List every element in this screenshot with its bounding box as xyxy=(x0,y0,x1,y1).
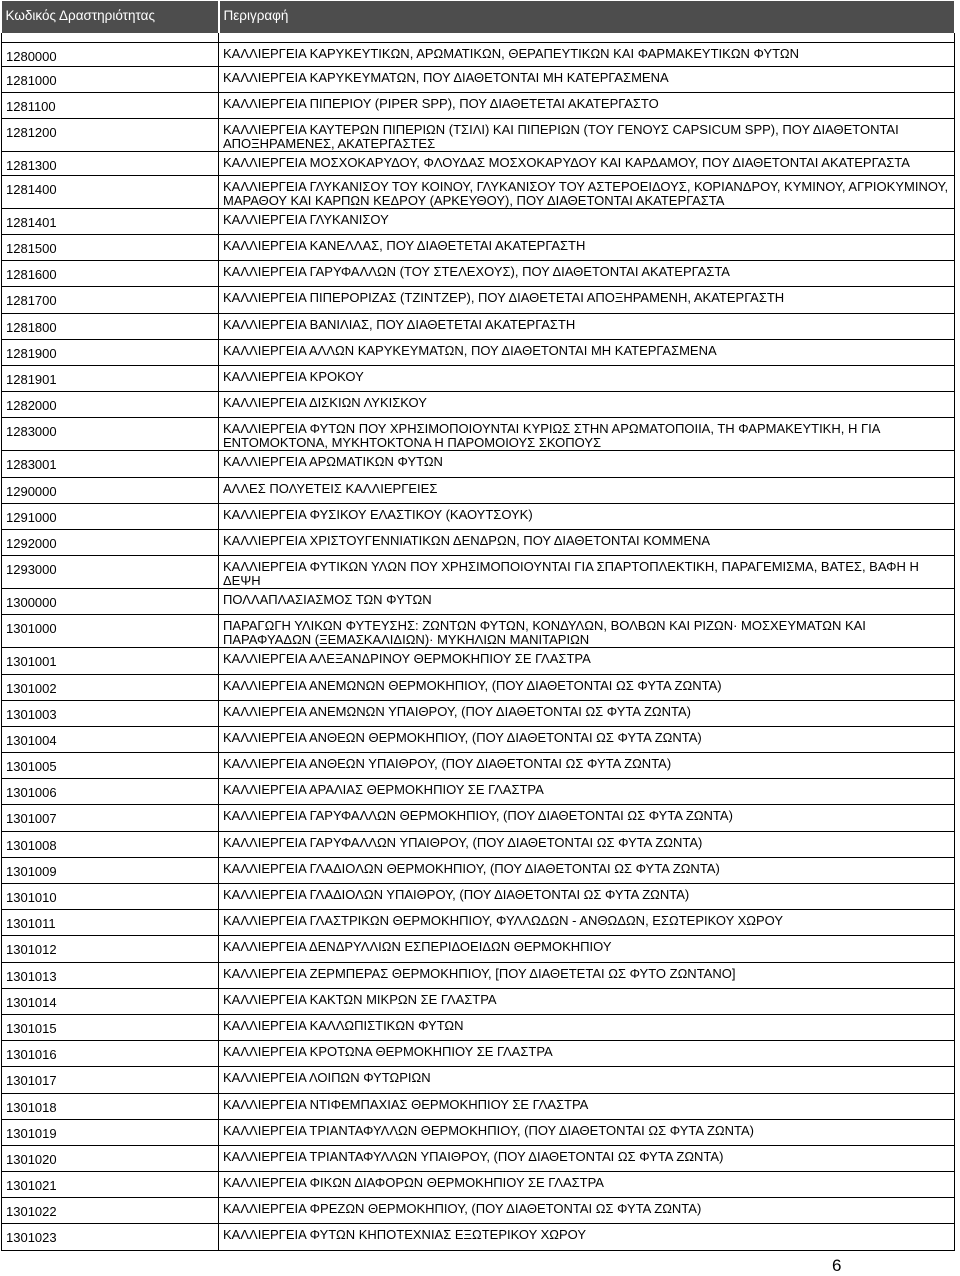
activity-description: ΚΑΛΛΙΕΡΓΕΙΑ ΜΟΣΧΟΚΑΡΥΔΟΥ, ΦΛΟΥΔΑΣ ΜΟΣΧΟΚΑΡΥΔΟΥ ΚΑΙ ΚΑΡΔΑΜΟΥ, ΠΟΥ ΔΙΑΘΕΤΟΝΤΑΙ ΑΚΑΤΕΡΓΑΣΤΑ xyxy=(219,151,955,175)
table-row xyxy=(2,1014,955,1040)
activity-description: ΚΑΛΛΙΕΡΓΕΙΑ ΤΡΙΑΝΤΑΦΥΛΛΩΝ ΥΠΑΙΘΡΟΥ, (ΠΟΥ ΔΙΑΘΕΤΟΝΤΑΙ ΩΣ ΦΥΤΑ ΖΩΝΤΑ) xyxy=(219,1145,955,1171)
activity-description: ΚΑΛΛΙΕΡΓΕΙΑ ΦΥΤΩΝ ΠΟΥ ΧΡΗΣΙΜΟΠΟΙΟΥΝΤΑΙ ΚΥΡΙΩΣ ΣΤΗΝ ΑΡΩΜΑΤΟΠΟΙΙΑ, ΤΗ ΦΑΡΜΑΚΕΥΤΙΚΗ, Η ΓΙΑ ΕΝΤΟΜΟΚΤΟΝΑ, ΜΥΚΗΤΟΚΤΟΝΑ Η ΠΑΡΟΜΟΙΟΥΣ ΣΚΟΠΟΥΣ xyxy=(219,418,955,451)
table-row xyxy=(2,1172,955,1198)
table-row xyxy=(2,477,955,503)
activity-code: 1301015 xyxy=(2,1014,219,1040)
table-row xyxy=(2,451,955,477)
activity-description: ΚΑΛΛΙΕΡΓΕΙΑ ΓΛΑΔΙΟΛΩΝ ΥΠΑΙΘΡΟΥ, (ΠΟΥ ΔΙΑΘΕΤΟΝΤΑΙ ΩΣ ΦΥΤΑ ΖΩΝΤΑ) xyxy=(219,884,955,910)
activity-code: 1301022 xyxy=(2,1198,219,1224)
table-row xyxy=(2,753,955,779)
activity-description: ΚΑΛΛΙΕΡΓΕΙΑ ΑΝΘΕΩΝ ΘΕΡΜΟΚΗΠΙΟΥ, (ΠΟΥ ΔΙΑΘΕΤΟΝΤΑΙ ΩΣ ΦΥΤΑ ΖΩΝΤΑ) xyxy=(219,726,955,752)
activity-code: 1301001 xyxy=(2,648,219,674)
activity-code: 1301017 xyxy=(2,1067,219,1093)
activity-description: ΚΑΛΛΙΕΡΓΕΙΑ ΠΙΠΕΡΙΟΥ (PIPER SPP), ΠΟΥ ΔΙΑΘΕΤΕΤΑΙ ΑΚΑΤΕΡΓΑΣΤΟ xyxy=(219,92,955,118)
table-row xyxy=(2,418,955,451)
activity-code: 1300000 xyxy=(2,589,219,615)
activity-description: ΚΑΛΛΙΕΡΓΕΙΑ ΑΝΕΜΩΝΩΝ ΘΕΡΜΟΚΗΠΙΟΥ, (ΠΟΥ ΔΙΑΘΕΤΟΝΤΑΙ ΩΣ ΦΥΤΑ ΖΩΝΤΑ) xyxy=(219,674,955,700)
table-row xyxy=(2,556,955,589)
table-row xyxy=(2,831,955,857)
header-description: Περιγραφή xyxy=(219,1,955,33)
activity-description: ΚΑΛΛΙΕΡΓΕΙΑ ΑΛΛΩΝ ΚΑΡΥΚΕΥΜΑΤΩΝ, ΠΟΥ ΔΙΑΘΕΤΟΝΤΑΙ ΜΗ ΚΑΤΕΡΓΑΣΜΕΝΑ xyxy=(219,339,955,365)
activity-description: ΚΑΛΛΙΕΡΓΕΙΑ ΖΕΡΜΠΕΡΑΣ ΘΕΡΜΟΚΗΠΙΟΥ, [ΠΟΥ ΔΙΑΘΕΤΕΤΑΙ ΩΣ ΦΥΤΟ ΖΩΝΤΑΝΟ] xyxy=(219,962,955,988)
activity-description: ΚΑΛΛΙΕΡΓΕΙΑ ΔΙΣΚΙΩΝ ΛΥΚΙΣΚΟΥ xyxy=(219,392,955,418)
activity-description: ΚΑΛΛΙΕΡΓΕΙΑ ΔΕΝΔΡΥΛΛΙΩΝ ΕΣΠΕΡΙΔΟΕΙΔΩΝ ΘΕΡΜΟΚΗΠΙΟΥ xyxy=(219,936,955,962)
activity-code: 1281800 xyxy=(2,313,219,339)
activity-description: ΚΑΛΛΙΕΡΓΕΙΑ ΦΥΣΙΚΟΥ ΕΛΑΣΤΙΚΟΥ (ΚΑΟΥΤΣΟΥΚ) xyxy=(219,503,955,529)
activity-description: ΚΑΛΛΙΕΡΓΕΙΑ ΓΛΥΚΑΝΙΣΟΥ xyxy=(219,208,955,234)
activity-code: 1301018 xyxy=(2,1093,219,1119)
activity-description: ΚΑΛΛΙΕΡΓΕΙΑ ΑΛΕΞΑΝΔΡΙΝΟΥ ΘΕΡΜΟΚΗΠΙΟΥ ΣΕ ΓΛΑΣΤΡΑ xyxy=(219,648,955,674)
activity-code: 1281401 xyxy=(2,208,219,234)
activity-code: 1291000 xyxy=(2,503,219,529)
activity-description: ΠΑΡΑΓΩΓΗ ΥΛΙΚΩΝ ΦΥΤΕΥΣΗΣ: ΖΩΝΤΩΝ ΦΥΤΩΝ, ΚΟΝΔΥΛΩΝ, ΒΟΛΒΩΝ ΚΑΙ ΡΙΖΩΝ· ΜΟΣΧΕΥΜΑΤΩΝ ΚΑΙ ΠΑΡΑΦΥΑΔΩΝ (ΞΕΜΑΣΚΑΛΙΔΙΩΝ)· ΜΥΚΗΛΙΩΝ ΜΑΝΙΤΑΡΙΩΝ xyxy=(219,615,955,648)
activity-code: 1292000 xyxy=(2,529,219,555)
activity-code: 1301004 xyxy=(2,726,219,752)
activity-code: 1301005 xyxy=(2,753,219,779)
table-row xyxy=(2,42,955,66)
activity-code: 1281400 xyxy=(2,175,219,208)
activity-code: 1301009 xyxy=(2,857,219,883)
table-row xyxy=(2,910,955,936)
activity-code: 1280000 xyxy=(2,42,219,66)
table-row xyxy=(2,1119,955,1145)
table-row xyxy=(2,779,955,805)
activity-code: 1301006 xyxy=(2,779,219,805)
activity-description: ΚΑΛΛΙΕΡΓΕΙΑ ΝΤΙΦΕΜΠΑΧΙΑΣ ΘΕΡΜΟΚΗΠΙΟΥ ΣΕ ΓΛΑΣΤΡΑ xyxy=(219,1093,955,1119)
activity-description: ΚΑΛΛΙΕΡΓΕΙΑ ΦΥΤΩΝ ΚΗΠΟΤΕΧΝΙΑΣ ΕΞΩΤΕΡΙΚΟΥ ΧΩΡΟΥ xyxy=(219,1224,955,1250)
activity-code: 1301013 xyxy=(2,962,219,988)
table-row xyxy=(2,700,955,726)
table-row xyxy=(2,503,955,529)
table-row xyxy=(2,805,955,831)
activity-description: ΚΑΛΛΙΕΡΓΕΙΑ ΑΝΕΜΩΝΩΝ ΥΠΑΙΘΡΟΥ, (ΠΟΥ ΔΙΑΘΕΤΟΝΤΑΙ ΩΣ ΦΥΤΑ ΖΩΝΤΑ) xyxy=(219,700,955,726)
activity-description: ΠΟΛΛΑΠΛΑΣΙΑΣΜΟΣ ΤΩΝ ΦΥΤΩΝ xyxy=(219,589,955,615)
table-row xyxy=(2,287,955,313)
table-row xyxy=(2,884,955,910)
activity-description: ΚΑΛΛΙΕΡΓΕΙΑ ΠΙΠΕΡΟΡΙΖΑΣ (ΤΖΙΝΤΖΕΡ), ΠΟΥ ΔΙΑΘΕΤΕΤΑΙ ΑΠΟΞΗΡΑΜΕΝΗ, ΑΚΑΤΕΡΓΑΣΤΗ xyxy=(219,287,955,313)
activity-description: ΚΑΛΛΙΕΡΓΕΙΑ ΚΑΚΤΩΝ ΜΙΚΡΩΝ ΣΕ ΓΛΑΣΤΡΑ xyxy=(219,988,955,1014)
activity-code: 1301016 xyxy=(2,1041,219,1067)
table-row xyxy=(2,151,955,175)
activity-code: 1301002 xyxy=(2,674,219,700)
table-row xyxy=(2,208,955,234)
table-body xyxy=(2,33,955,1250)
table-row xyxy=(2,313,955,339)
activity-code: 1301014 xyxy=(2,988,219,1014)
table-row xyxy=(2,1093,955,1119)
activity-description: ΚΑΛΛΙΕΡΓΕΙΑ ΚΑΝΕΛΛΑΣ, ΠΟΥ ΔΙΑΘΕΤΕΤΑΙ ΑΚΑΤΕΡΓΑΣΤΗ xyxy=(219,235,955,261)
activity-code: 1283001 xyxy=(2,451,219,477)
activity-code: 1281100 xyxy=(2,92,219,118)
activity-code: 1301021 xyxy=(2,1172,219,1198)
activity-code: 1301023 xyxy=(2,1224,219,1250)
activity-code: 1281900 xyxy=(2,339,219,365)
table-row xyxy=(2,1041,955,1067)
table-row xyxy=(2,1067,955,1093)
activity-description: ΚΑΛΛΙΕΡΓΕΙΑ ΚΑΡΥΚΕΥΜΑΤΩΝ, ΠΟΥ ΔΙΑΘΕΤΟΝΤΑΙ ΜΗ ΚΑΤΕΡΓΑΣΜΕΝΑ xyxy=(219,66,955,92)
activity-code: 1281000 xyxy=(2,66,219,92)
activity-code: 1301012 xyxy=(2,936,219,962)
table-row xyxy=(2,589,955,615)
activity-codes-table xyxy=(1,1,956,1251)
activity-description: ΚΑΛΛΙΕΡΓΕΙΑ ΚΑΛΛΩΠΙΣΤΙΚΩΝ ΦΥΤΩΝ xyxy=(219,1014,955,1040)
table-row xyxy=(2,1224,955,1250)
table-row xyxy=(2,988,955,1014)
table-row xyxy=(2,529,955,555)
activity-code: 1281300 xyxy=(2,151,219,175)
activity-description: ΚΑΛΛΙΕΡΓΕΙΑ ΓΑΡΥΦΑΛΛΩΝ ΘΕΡΜΟΚΗΠΙΟΥ, (ΠΟΥ ΔΙΑΘΕΤΟΝΤΑΙ ΩΣ ΦΥΤΑ ΖΩΝΤΑ) xyxy=(219,805,955,831)
activity-description: ΚΑΛΛΙΕΡΓΕΙΑ ΧΡΙΣΤΟΥΓΕΝΝΙΑΤΙΚΩΝ ΔΕΝΔΡΩΝ, ΠΟΥ ΔΙΑΘΕΤΟΝΤΑΙ ΚΟΜΜΕΝΑ xyxy=(219,529,955,555)
activity-code: 1301010 xyxy=(2,884,219,910)
activity-description: ΚΑΛΛΙΕΡΓΕΙΑ ΚΑΥΤΕΡΩΝ ΠΙΠΕΡΙΩΝ (ΤΣΙΛΙ) ΚΑΙ ΠΙΠΕΡΙΩΝ (ΤΟΥ ΓΕΝΟΥΣ CAPSICUM SPP), ΠΟΥ ΔΙΑΘΕΤΟΝΤΑΙ ΑΠΟΞΗΡΑΜΕΝΕΣ, ΑΚΑΤΕΡΓΑΣΤΕΣ xyxy=(219,118,955,151)
activity-code: 1283000 xyxy=(2,418,219,451)
activity-description: ΚΑΛΛΙΕΡΓΕΙΑ ΓΑΡΥΦΑΛΛΩΝ (ΤΟΥ ΣΤΕΛΕΧΟΥΣ), ΠΟΥ ΔΙΑΘΕΤΟΝΤΑΙ ΑΚΑΤΕΡΓΑΣΤΑ xyxy=(219,261,955,287)
table-row xyxy=(2,674,955,700)
activity-code: 1281901 xyxy=(2,366,219,392)
table-row xyxy=(2,66,955,92)
table-row xyxy=(2,118,955,151)
activity-description: ΚΑΛΛΙΕΡΓΕΙΑ ΓΛΑΣΤΡΙΚΩΝ ΘΕΡΜΟΚΗΠΙΟΥ, ΦΥΛΛΩΔΩΝ - ΑΝΘΩΔΩΝ, ΕΣΩΤΕΡΙΚΟΥ ΧΩΡΟΥ xyxy=(219,910,955,936)
table-row xyxy=(2,261,955,287)
table-row xyxy=(2,1198,955,1224)
table-row xyxy=(2,936,955,962)
table-row xyxy=(2,339,955,365)
table-row xyxy=(2,235,955,261)
activity-code: 1301003 xyxy=(2,700,219,726)
activity-code: 1281200 xyxy=(2,118,219,151)
header-code: Κωδικός Δραστηριότητας xyxy=(2,1,219,33)
activity-code: 1301011 xyxy=(2,910,219,936)
activity-description: ΚΑΛΛΙΕΡΓΕΙΑ ΛΟΙΠΩΝ ΦΥΤΩΡΙΩΝ xyxy=(219,1067,955,1093)
table-row xyxy=(2,615,955,648)
activity-description: ΚΑΛΛΙΕΡΓΕΙΑ ΚΡΟΤΩΝΑ ΘΕΡΜΟΚΗΠΙΟΥ ΣΕ ΓΛΑΣΤΡΑ xyxy=(219,1041,955,1067)
activity-code: 1282000 xyxy=(2,392,219,418)
activity-code: 1293000 xyxy=(2,556,219,589)
activity-description: ΚΑΛΛΙΕΡΓΕΙΑ ΚΡΟΚΟΥ xyxy=(219,366,955,392)
activity-description: ΑΛΛΕΣ ΠΟΛΥΕΤΕΙΣ ΚΑΛΛΙΕΡΓΕΙΕΣ xyxy=(219,477,955,503)
activity-description: ΚΑΛΛΙΕΡΓΕΙΑ ΦΡΕΖΩΝ ΘΕΡΜΟΚΗΠΙΟΥ, (ΠΟΥ ΔΙΑΘΕΤΟΝΤΑΙ ΩΣ ΦΥΤΑ ΖΩΝΤΑ) xyxy=(219,1198,955,1224)
activity-description: ΚΑΛΛΙΕΡΓΕΙΑ ΓΛΑΔΙΟΛΩΝ ΘΕΡΜΟΚΗΠΙΟΥ, (ΠΟΥ ΔΙΑΘΕΤΟΝΤΑΙ ΩΣ ΦΥΤΑ ΖΩΝΤΑ) xyxy=(219,857,955,883)
activity-code: 1281600 xyxy=(2,261,219,287)
activity-description: ΚΑΛΛΙΕΡΓΕΙΑ ΦΙΚΩΝ ΔΙΑΦΟΡΩΝ ΘΕΡΜΟΚΗΠΙΟΥ ΣΕ ΓΛΑΣΤΡΑ xyxy=(219,1172,955,1198)
activity-code: 1301008 xyxy=(2,831,219,857)
table-row xyxy=(2,366,955,392)
table-row xyxy=(2,92,955,118)
activity-code: 1281700 xyxy=(2,287,219,313)
activity-description: ΚΑΛΛΙΕΡΓΕΙΑ ΓΑΡΥΦΑΛΛΩΝ ΥΠΑΙΘΡΟΥ, (ΠΟΥ ΔΙΑΘΕΤΟΝΤΑΙ ΩΣ ΦΥΤΑ ΖΩΝΤΑ) xyxy=(219,831,955,857)
page-number: 6 xyxy=(832,1256,842,1275)
activity-description: ΚΑΛΛΙΕΡΓΕΙΑ ΦΥΤΙΚΩΝ ΥΛΩΝ ΠΟΥ ΧΡΗΣΙΜΟΠΟΙΟΥΝΤΑΙ ΓΙΑ ΣΠΑΡΤΟΠΛΕΚΤΙΚΗ, ΠΑΡΑΓΕΜΙΣΜΑ, ΒΑΤΕΣ, ΒΑΦΗ Η ΔΕΨΗ xyxy=(219,556,955,589)
table-header-row xyxy=(2,1,955,33)
activity-code: 1301019 xyxy=(2,1119,219,1145)
activity-description: ΚΑΛΛΙΕΡΓΕΙΑ ΑΡΑΛΙΑΣ ΘΕΡΜΟΚΗΠΙΟΥ ΣΕ ΓΛΑΣΤΡΑ xyxy=(219,779,955,805)
table-row xyxy=(2,648,955,674)
activity-description: ΚΑΛΛΙΕΡΓΕΙΑ ΤΡΙΑΝΤΑΦΥΛΛΩΝ ΘΕΡΜΟΚΗΠΙΟΥ, (ΠΟΥ ΔΙΑΘΕΤΟΝΤΑΙ ΩΣ ΦΥΤΑ ΖΩΝΤΑ) xyxy=(219,1119,955,1145)
table-row xyxy=(2,392,955,418)
activity-code: 1301000 xyxy=(2,615,219,648)
activity-description: ΚΑΛΛΙΕΡΓΕΙΑ ΚΑΡΥΚΕΥΤΙΚΩΝ, ΑΡΩΜΑΤΙΚΩΝ, ΘΕΡΑΠΕΥΤΙΚΩΝ ΚΑΙ ΦΑΡΜΑΚΕΥΤΙΚΩΝ ΦΥΤΩΝ xyxy=(219,42,955,66)
header-gap xyxy=(2,33,955,42)
activity-code: 1301007 xyxy=(2,805,219,831)
table-row xyxy=(2,726,955,752)
table-row xyxy=(2,962,955,988)
table-row xyxy=(2,857,955,883)
table-row xyxy=(2,1145,955,1171)
activity-code: 1290000 xyxy=(2,477,219,503)
activity-description: ΚΑΛΛΙΕΡΓΕΙΑ ΑΡΩΜΑΤΙΚΩΝ ΦΥΤΩΝ xyxy=(219,451,955,477)
table-row xyxy=(2,175,955,208)
activity-description: ΚΑΛΛΙΕΡΓΕΙΑ ΒΑΝΙΛΙΑΣ, ΠΟΥ ΔΙΑΘΕΤΕΤΑΙ ΑΚΑΤΕΡΓΑΣΤΗ xyxy=(219,313,955,339)
activity-description: ΚΑΛΛΙΕΡΓΕΙΑ ΑΝΘΕΩΝ ΥΠΑΙΘΡΟΥ, (ΠΟΥ ΔΙΑΘΕΤΟΝΤΑΙ ΩΣ ΦΥΤΑ ΖΩΝΤΑ) xyxy=(219,753,955,779)
activity-code: 1301020 xyxy=(2,1145,219,1171)
activity-code: 1281500 xyxy=(2,235,219,261)
activity-description: ΚΑΛΛΙΕΡΓΕΙΑ ΓΛΥΚΑΝΙΣΟΥ ΤΟΥ ΚΟΙΝΟΥ, ΓΛΥΚΑΝΙΣΟΥ ΤΟΥ ΑΣΤΕΡΟΕΙΔΟΥΣ, ΚΟΡΙΑΝΔΡΟΥ, ΚΥΜΙΝΟΥ, ΑΓΡΙΟΚΥΜΙΝΟΥ, ΜΑΡΑΘΟΥ ΚΑΙ ΚΑΡΠΩΝ ΚΕΔΡΟΥ (ΑΡΚΕΥΘΟΥ), ΠΟΥ ΔΙΑΘΕΤΟΝΤΑΙ ΑΚΑΤΕΡΓΑΣΤΑ xyxy=(219,175,955,208)
